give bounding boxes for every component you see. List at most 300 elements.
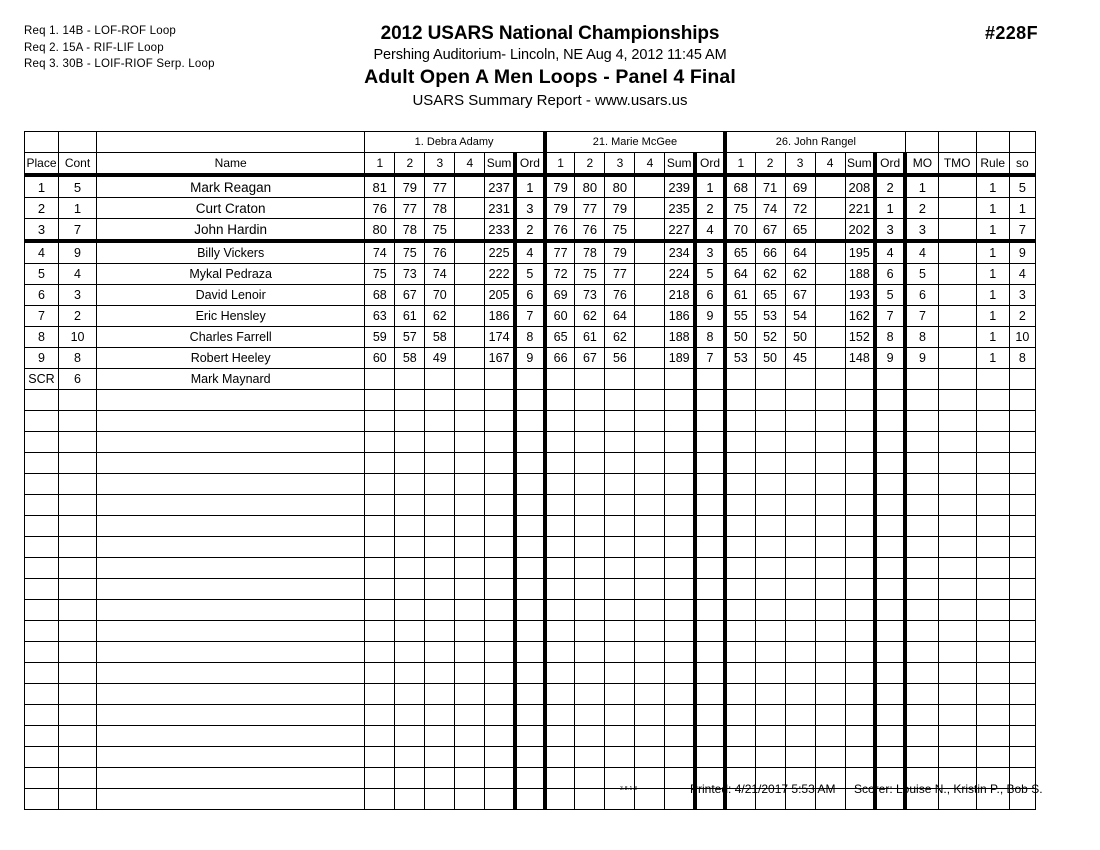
cell-j2-run3 — [605, 705, 635, 726]
cell-j3-ord — [875, 495, 905, 516]
cell-rule: 1 — [976, 348, 1009, 369]
cell-j3-ord — [875, 747, 905, 768]
event-title: 2012 USARS National Championships — [380, 23, 720, 44]
cell-j3-run3: 64 — [785, 241, 815, 264]
cell-j2-run3 — [605, 621, 635, 642]
cell-j1-run4 — [455, 264, 485, 285]
cell-j2-sum — [665, 642, 695, 663]
cell-j1-run1 — [365, 705, 395, 726]
cell-j2-ord — [695, 537, 725, 558]
cell-j3-sum: 193 — [845, 285, 875, 306]
spacer-cell — [976, 132, 1009, 153]
cell-j2-sum — [665, 390, 695, 411]
cell-place — [25, 432, 59, 453]
cell-j3-run1 — [725, 369, 755, 390]
cell-j2-run2: 67 — [575, 348, 605, 369]
venue-datetime: Pershing Auditorium- Lincoln, NE Aug 4, 2012 11:45 AM — [373, 47, 727, 63]
cell-j2-run4 — [635, 642, 665, 663]
cell-mo — [905, 705, 938, 726]
cell-j2-ord — [695, 642, 725, 663]
cell-j2-run3 — [605, 600, 635, 621]
title-block — [0, 22, 1100, 112]
cell-j3-run3 — [785, 642, 815, 663]
table-row-empty[interactable] — [25, 642, 1036, 663]
cell-j1-run3 — [425, 747, 455, 768]
col-header-j1-run1: 1 — [365, 153, 395, 176]
cell-j3-run2 — [755, 663, 785, 684]
table-row-empty[interactable] — [25, 558, 1036, 579]
cell-j3-run3 — [785, 474, 815, 495]
table-row[interactable] — [25, 219, 1036, 242]
cell-j2-run4 — [635, 579, 665, 600]
table-row-empty[interactable] — [25, 747, 1036, 768]
cell-j2-run3 — [605, 579, 635, 600]
table-row[interactable] — [25, 264, 1036, 285]
cell-cont — [59, 747, 97, 768]
cell-tmo — [938, 175, 976, 198]
cell-j3-run1 — [725, 537, 755, 558]
cell-j3-run2: 52 — [755, 327, 785, 348]
cell-j1-sum — [485, 726, 515, 747]
cell-j3-sum — [845, 579, 875, 600]
cell-place — [25, 516, 59, 537]
cell-j1-run1 — [365, 516, 395, 537]
cell-cont: 3 — [59, 285, 97, 306]
cell-j2-run2: 78 — [575, 241, 605, 264]
cell-j3-ord: 5 — [875, 285, 905, 306]
cell-j3-sum — [845, 726, 875, 747]
cell-j3-run3 — [785, 684, 815, 705]
cell-j2-ord: 3 — [695, 241, 725, 264]
cell-place — [25, 537, 59, 558]
cell-j3-run3: 50 — [785, 327, 815, 348]
cell-j1-run4 — [455, 219, 485, 242]
cell-name — [97, 579, 365, 600]
cell-j2-run1 — [545, 600, 575, 621]
cell-j1-run4 — [455, 348, 485, 369]
table-row-empty[interactable] — [25, 474, 1036, 495]
cell-j1-run4 — [455, 390, 485, 411]
cell-j3-run4 — [815, 642, 845, 663]
cell-j2-sum — [665, 600, 695, 621]
table-row[interactable] — [25, 306, 1036, 327]
cell-so — [1009, 684, 1035, 705]
cell-j3-run2 — [755, 621, 785, 642]
cell-j2-sum — [665, 474, 695, 495]
cell-j2-sum: 227 — [665, 219, 695, 242]
cell-j3-run1 — [725, 747, 755, 768]
cell-j2-run1: 60 — [545, 306, 575, 327]
sheet-footer — [24, 782, 1043, 800]
cell-j1-run2: 73 — [395, 264, 425, 285]
cell-j1-run1 — [365, 684, 395, 705]
cell-j1-sum — [485, 495, 515, 516]
cell-j2-ord — [695, 663, 725, 684]
cell-j1-ord: 9 — [515, 348, 545, 369]
cell-cont — [59, 600, 97, 621]
cell-j3-run4 — [815, 411, 845, 432]
cell-j1-run3 — [425, 516, 455, 537]
score-sheet-table — [24, 131, 1036, 810]
cell-j1-run1: 81 — [365, 175, 395, 198]
cell-j3-run1 — [725, 516, 755, 537]
cell-j3-sum — [845, 495, 875, 516]
cell-j2-run1 — [545, 453, 575, 474]
cell-j2-run3: 80 — [605, 175, 635, 198]
cell-j2-run1 — [545, 684, 575, 705]
cell-j1-sum — [485, 621, 515, 642]
cell-j2-run4 — [635, 348, 665, 369]
cell-j3-sum — [845, 747, 875, 768]
cell-j3-run4 — [815, 198, 845, 219]
cell-j1-sum: 186 — [485, 306, 515, 327]
cell-name: John Hardin — [97, 219, 365, 242]
cell-j3-ord — [875, 705, 905, 726]
cell-j1-sum — [485, 516, 515, 537]
col-header-j2-run2: 2 — [575, 153, 605, 176]
cell-j3-run2 — [755, 453, 785, 474]
table-row-empty[interactable] — [25, 663, 1036, 684]
cell-so — [1009, 474, 1035, 495]
cell-so — [1009, 663, 1035, 684]
table-row-empty[interactable] — [25, 537, 1036, 558]
table-row[interactable] — [25, 348, 1036, 369]
cell-j2-run2 — [575, 747, 605, 768]
table-row-empty[interactable] — [25, 684, 1036, 705]
cell-j1-sum — [485, 705, 515, 726]
cell-j1-run2: 61 — [395, 306, 425, 327]
cell-j2-ord — [695, 558, 725, 579]
cell-j1-run4 — [455, 285, 485, 306]
cell-j3-ord — [875, 369, 905, 390]
cell-j3-sum — [845, 369, 875, 390]
cell-j3-ord — [875, 600, 905, 621]
cell-tmo — [938, 241, 976, 264]
cell-mo — [905, 642, 938, 663]
cell-mo: 4 — [905, 241, 938, 264]
cell-j1-ord — [515, 747, 545, 768]
judge-band-row — [25, 132, 1036, 153]
column-header-row — [25, 153, 1036, 176]
cell-j3-run3: 72 — [785, 198, 815, 219]
cell-j3-run2 — [755, 516, 785, 537]
table-row-empty[interactable] — [25, 432, 1036, 453]
cell-j1-run3 — [425, 642, 455, 663]
cell-j1-run3 — [425, 600, 455, 621]
cell-j2-run4 — [635, 726, 665, 747]
cell-j2-run1 — [545, 516, 575, 537]
cell-j2-ord: 8 — [695, 327, 725, 348]
cell-j3-run2: 66 — [755, 241, 785, 264]
cell-j1-ord: 1 — [515, 175, 545, 198]
cell-j3-run3 — [785, 726, 815, 747]
cell-j3-run4 — [815, 558, 845, 579]
table-row-empty[interactable] — [25, 411, 1036, 432]
cell-j2-run3 — [605, 474, 635, 495]
cell-place: 8 — [25, 327, 59, 348]
cell-j2-run2 — [575, 726, 605, 747]
cell-j1-run4 — [455, 411, 485, 432]
cell-name — [97, 705, 365, 726]
cell-mo: 8 — [905, 327, 938, 348]
table-row-empty[interactable] — [25, 453, 1036, 474]
cell-name — [97, 558, 365, 579]
cell-j2-run2 — [575, 537, 605, 558]
cell-j2-run3 — [605, 537, 635, 558]
col-header-j3-run3: 3 — [785, 153, 815, 176]
cell-rule — [976, 453, 1009, 474]
cell-cont — [59, 579, 97, 600]
cell-name: Curt Craton — [97, 198, 365, 219]
cell-tmo — [938, 327, 976, 348]
cell-j1-run2: 58 — [395, 348, 425, 369]
cell-j2-ord: 2 — [695, 198, 725, 219]
cell-j3-run1: 70 — [725, 219, 755, 242]
cell-j1-sum: 205 — [485, 285, 515, 306]
cell-j3-sum — [845, 411, 875, 432]
cell-name — [97, 390, 365, 411]
cell-j2-run4 — [635, 285, 665, 306]
cell-j1-sum: 222 — [485, 264, 515, 285]
cell-j2-sum — [665, 495, 695, 516]
cell-j3-run1 — [725, 411, 755, 432]
cell-j1-run1 — [365, 537, 395, 558]
cell-j3-run4 — [815, 264, 845, 285]
cell-name — [97, 453, 365, 474]
cell-j3-run4 — [815, 348, 845, 369]
cell-j3-run4 — [815, 306, 845, 327]
cell-j2-run3 — [605, 390, 635, 411]
cell-j1-run2 — [395, 579, 425, 600]
table-row-empty[interactable] — [25, 516, 1036, 537]
cell-j1-ord — [515, 558, 545, 579]
cell-j1-run3 — [425, 726, 455, 747]
cell-j2-run1: 66 — [545, 348, 575, 369]
cell-j2-sum — [665, 411, 695, 432]
cell-j2-run1 — [545, 726, 575, 747]
cell-place: 2 — [25, 198, 59, 219]
cell-j1-ord: 4 — [515, 241, 545, 264]
cell-j2-run2 — [575, 663, 605, 684]
cell-j2-run3: 79 — [605, 241, 635, 264]
cell-j1-run3 — [425, 537, 455, 558]
cell-j3-run2 — [755, 369, 785, 390]
cell-j3-sum: 148 — [845, 348, 875, 369]
cell-j2-sum — [665, 705, 695, 726]
cell-j2-run4 — [635, 474, 665, 495]
cell-j3-run4 — [815, 579, 845, 600]
cell-j3-run2: 74 — [755, 198, 785, 219]
cell-j3-run1 — [725, 432, 755, 453]
cell-j3-run3: 65 — [785, 219, 815, 242]
cell-rule — [976, 600, 1009, 621]
cell-j1-run3: 70 — [425, 285, 455, 306]
cell-j2-run2: 76 — [575, 219, 605, 242]
cell-j1-ord: 6 — [515, 285, 545, 306]
cell-j1-run4 — [455, 327, 485, 348]
cell-j1-ord — [515, 537, 545, 558]
col-header-so: so — [1009, 153, 1035, 176]
cell-j2-run1 — [545, 495, 575, 516]
cell-j2-sum — [665, 621, 695, 642]
cell-j1-run3 — [425, 474, 455, 495]
cell-cont: 6 — [59, 369, 97, 390]
cell-j2-run1: 69 — [545, 285, 575, 306]
cell-j1-ord: 3 — [515, 198, 545, 219]
cell-j1-run3 — [425, 684, 455, 705]
col-header-j1-run4: 4 — [455, 153, 485, 176]
cell-cont — [59, 495, 97, 516]
cell-j2-run4 — [635, 621, 665, 642]
table-row[interactable] — [25, 285, 1036, 306]
table-row[interactable] — [25, 175, 1036, 198]
col-header-cont: Cont — [59, 153, 97, 176]
cell-place — [25, 411, 59, 432]
cell-j1-sum — [485, 663, 515, 684]
division-title: Adult Open A Men Loops - Panel 4 Final — [364, 66, 736, 88]
cell-j1-run2 — [395, 705, 425, 726]
cell-j1-ord — [515, 474, 545, 495]
cell-mo — [905, 432, 938, 453]
cell-j1-sum — [485, 600, 515, 621]
cell-j1-run4 — [455, 495, 485, 516]
cell-j1-run4 — [455, 432, 485, 453]
cell-j1-run1 — [365, 495, 395, 516]
table-row-empty[interactable] — [25, 705, 1036, 726]
cell-j3-run2 — [755, 642, 785, 663]
table-row-empty[interactable] — [25, 621, 1036, 642]
cell-place — [25, 453, 59, 474]
cell-j2-run3 — [605, 663, 635, 684]
table-row-empty[interactable] — [25, 579, 1036, 600]
cell-j1-run2 — [395, 453, 425, 474]
cell-j1-run4 — [455, 537, 485, 558]
cell-j1-run2 — [395, 537, 425, 558]
cell-cont: 5 — [59, 175, 97, 198]
cell-j2-ord — [695, 579, 725, 600]
cell-j3-run1 — [725, 684, 755, 705]
cell-j2-ord — [695, 390, 725, 411]
col-header-rule: Rule — [976, 153, 1009, 176]
cell-place: 6 — [25, 285, 59, 306]
cell-place — [25, 474, 59, 495]
cell-j2-ord — [695, 474, 725, 495]
cell-rule — [976, 474, 1009, 495]
cell-tmo — [938, 537, 976, 558]
cell-j2-sum — [665, 684, 695, 705]
cell-so — [1009, 726, 1035, 747]
cell-j3-sum — [845, 432, 875, 453]
cell-mo: 7 — [905, 306, 938, 327]
cell-j2-run3 — [605, 642, 635, 663]
cell-j1-sum — [485, 432, 515, 453]
cell-j2-run2 — [575, 453, 605, 474]
cell-j3-run1 — [725, 579, 755, 600]
requirement-line: Req 3. 30B - LOIF-RIOF Serp. Loop — [24, 58, 215, 70]
cell-j1-run4 — [455, 621, 485, 642]
cell-j2-sum — [665, 453, 695, 474]
cell-tmo — [938, 579, 976, 600]
cell-j2-run2 — [575, 369, 605, 390]
cell-j1-run4 — [455, 705, 485, 726]
cell-j2-run2 — [575, 474, 605, 495]
cell-j3-run3 — [785, 411, 815, 432]
cell-tmo — [938, 642, 976, 663]
cell-j1-run3: 76 — [425, 241, 455, 264]
cell-j1-run2 — [395, 369, 425, 390]
col-header-j3-ord: Ord — [875, 153, 905, 176]
table-row[interactable] — [25, 198, 1036, 219]
cell-tmo — [938, 369, 976, 390]
score-rows-body — [25, 175, 1036, 810]
cell-j3-run3: 67 — [785, 285, 815, 306]
cell-j2-ord — [695, 411, 725, 432]
cell-cont — [59, 705, 97, 726]
cell-j1-run1: 68 — [365, 285, 395, 306]
cell-j2-run3 — [605, 432, 635, 453]
cell-j3-run2 — [755, 411, 785, 432]
cell-j2-ord — [695, 495, 725, 516]
cell-j3-run1 — [725, 558, 755, 579]
table-row[interactable] — [25, 241, 1036, 264]
cell-cont: 9 — [59, 241, 97, 264]
cell-j1-run3 — [425, 663, 455, 684]
cell-j2-run2 — [575, 621, 605, 642]
cell-j3-run4 — [815, 537, 845, 558]
cell-rule — [976, 390, 1009, 411]
col-header-j3-run2: 2 — [755, 153, 785, 176]
cell-name — [97, 747, 365, 768]
cell-j3-sum — [845, 621, 875, 642]
cell-j2-run3 — [605, 453, 635, 474]
requirement-line: Req 2. 15A - RIF-LIF Loop — [24, 41, 164, 54]
cell-j3-ord — [875, 390, 905, 411]
table-row-empty[interactable] — [25, 726, 1036, 747]
cell-rule — [976, 684, 1009, 705]
cell-rule — [976, 642, 1009, 663]
cell-j1-sum — [485, 747, 515, 768]
table-row[interactable] — [25, 327, 1036, 348]
cell-j2-run1: 76 — [545, 219, 575, 242]
cell-j3-run1: 55 — [725, 306, 755, 327]
cell-j2-sum: 188 — [665, 327, 695, 348]
cell-name: Mykal Pedraza — [97, 264, 365, 285]
cell-j2-ord: 4 — [695, 219, 725, 242]
cell-j1-ord — [515, 411, 545, 432]
cell-j2-run1: 72 — [545, 264, 575, 285]
table-row[interactable] — [25, 369, 1036, 390]
cell-j3-run3 — [785, 663, 815, 684]
cell-j1-ord — [515, 621, 545, 642]
cell-j2-run2 — [575, 411, 605, 432]
cell-mo: 3 — [905, 219, 938, 242]
cell-j1-run4 — [455, 663, 485, 684]
cell-j1-ord — [515, 390, 545, 411]
cell-j1-run3: 77 — [425, 175, 455, 198]
table-row-empty[interactable] — [25, 600, 1036, 621]
cell-j1-run3: 78 — [425, 198, 455, 219]
cell-rule — [976, 516, 1009, 537]
cell-tmo — [938, 516, 976, 537]
cell-j2-run2 — [575, 432, 605, 453]
table-row-empty[interactable] — [25, 390, 1036, 411]
cell-rule — [976, 621, 1009, 642]
table-row-empty[interactable] — [25, 495, 1036, 516]
cell-j1-run1: 75 — [365, 264, 395, 285]
cell-j1-sum — [485, 684, 515, 705]
cell-j2-run2 — [575, 558, 605, 579]
cell-j2-sum: 189 — [665, 348, 695, 369]
